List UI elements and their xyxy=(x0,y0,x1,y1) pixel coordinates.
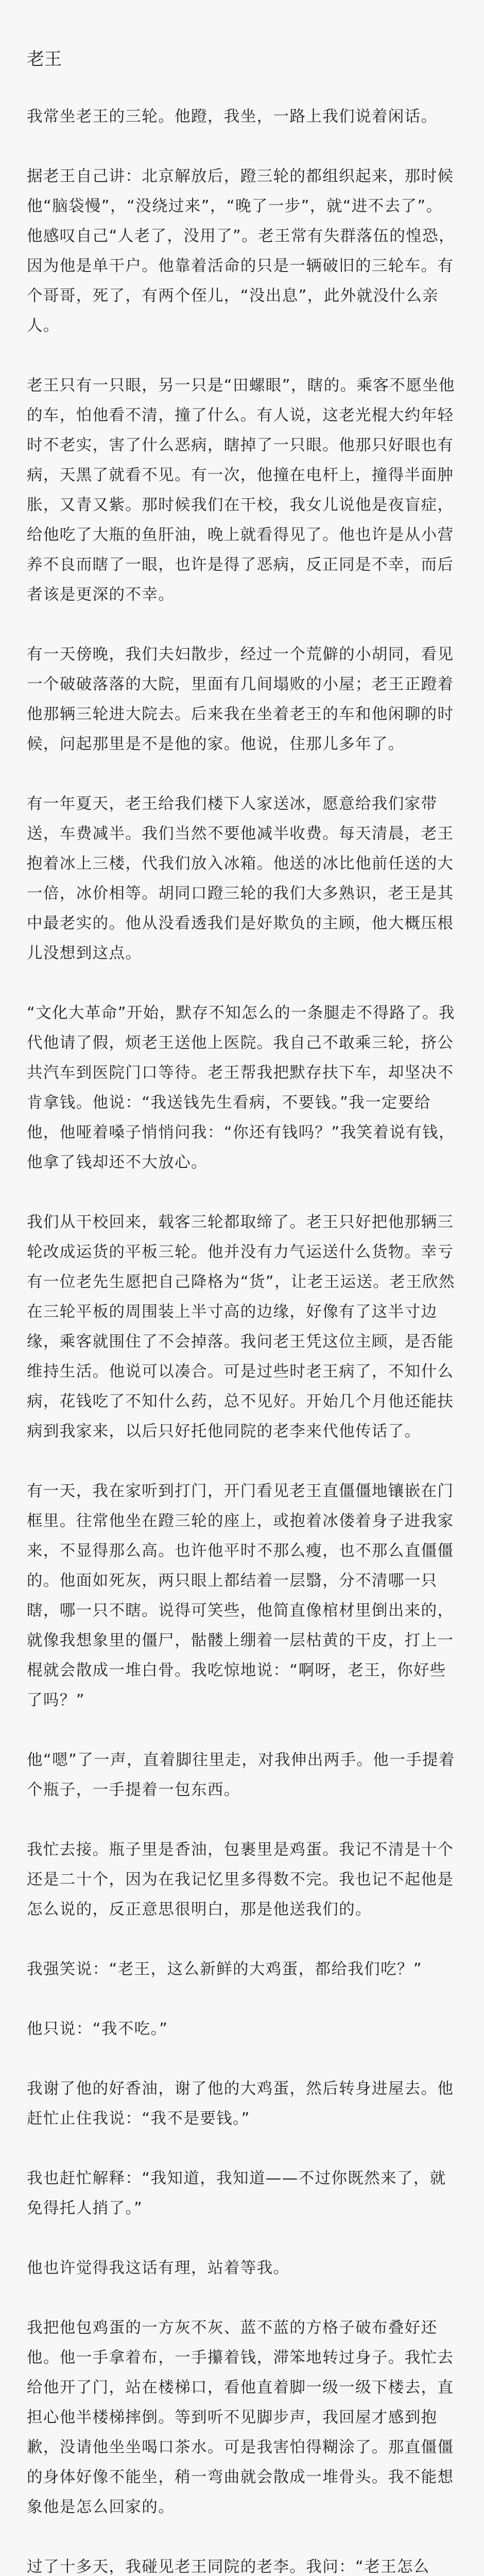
paragraph: 有一天，我在家听到打门，开门看见老王直僵僵地镶嵌在门框里。往常他坐在蹬三轮的座上，或抱着冰偻着身子进我家来，不显得那么高。也许他平时不那么瘦，也不那么直僵僵的。他面如死灰，两只眼上都结着一层翳，分不清哪一只瞎，哪一只不瞎。说得可笑些，他简直像棺材里倒出来的，就像我想象里的僵尸，骷髅上绷着一层枯黄的干皮，打上一棍就会散成一堆白骨。我吃惊地说：“啊呀，老王，你好些了吗？” xyxy=(27,1482,454,1709)
paragraph: 我把他包鸡蛋的一方灰不灰、蓝不蓝的方格子破布叠好还他。他一手拿着布，一手攥着钱，滞笨地转过身子。我忙去给他开了门，站在楼梯口，看他直着脚一级一级下楼去，直担心他半楼梯摔倒。等到听不见脚步声，我回屋才感到抱歉，没请他坐坐喝口茶水。可是我害怕得糊涂了。那直僵僵的身体好像不能坐，稍一弯曲就会散成一堆骨头。我不能想象他是怎么回家的。 xyxy=(27,2318,454,2516)
paragraph: 我也赶忙解释：“我知道，我知道——不过你既然来了，就免得托人捎了。” xyxy=(27,2169,446,2217)
article-body xyxy=(27,102,457,2576)
paragraph: 我谢了他的好香油，谢了他的大鸡蛋，然后转身进屋去。他赶忙止住我说：“我不是要钱。” xyxy=(27,2079,454,2128)
paragraph: 他也许觉得我这话有理，站着等我。 xyxy=(27,2259,290,2277)
article-title: 老王 xyxy=(27,49,62,70)
paragraph: 我们从干校回来，载客三轮都取缔了。老王只好把他那辆三轮改成运货的平板三轮。他并没有力气运送什么货物。幸亏有一位老先生愿把自己降格为“货”，让老王运送。老王欣然在三轮平板的周围装上半寸高的边缘，好像有了这半寸边缘，乘客就围住了不会掉落。我问老王凭这位主顾，是否能维持生活。他说可以凑合。可是过些时老王病了，不知什么病，花钱吃了不知什么药，总不见好。开始几个月他还能扶病到我家来，以后只好托他同院的老李来代他传话了。 xyxy=(27,1213,455,1440)
paragraph: 有一年夏天，老王给我们楼下人家送冰，愿意给我们家带送，车费减半。我们当然不要他减半收费。每天清晨，老王抱着冰上三楼，代我们放入冰箱。他送的冰比他前任送的大一倍，冰价相等。胡同口蹬三轮的我们大多熟识，老王是其中最老实的。他从没看透我们是好欺负的主顾，他大概压根儿没想到这点。 xyxy=(27,794,454,962)
paragraph: 过了十多天，我碰见老王同院的老李。我问：“老王怎么 xyxy=(27,2557,430,2576)
paragraph: “文化大革命”开始，默存不知怎么的一条腿走不得路了。我代他请了假，烦老王送他上医院。我自己不敢乘三轮，挤公共汽车到医院门口等待。老王帮我把默存扶下车，却坚决不肯拿钱。他说：“我送钱先生看病，不要钱。”我一定要给他，他哑着嗓子悄悄问我：“你还有钱吗？”我笑着说有钱，他拿了钱却还不大放心。 xyxy=(27,1004,455,1172)
paragraph: 我常坐老王的三轮。他蹬，我坐，一路上我们说着闲话。 xyxy=(27,107,438,126)
paragraph: 据老王自己讲：北京解放后，蹬三轮的都组织起来，那时候他“脑袋慢”，“没绕过来”，“晚了一步”，就“进不去了”。他感叹自己“人老了，没用了”。老王常有失群落伍的惶恐，因为他是单干户。他靠着活命的只是一辆破旧的三轮车。有个哥哥，死了，有两个侄儿，“没出息”，此外就没什么亲人。 xyxy=(27,167,455,335)
paragraph: 他“嗯”了一声，直着脚往里走，对我伸出两手。他一手提着个瓶子，一手提着一包东西。 xyxy=(27,1751,455,1799)
paragraph: 有一天傍晚，我们夫妇散步，经过一个荒僻的小胡同，看见一个破破落落的大院，里面有几间塌败的小屋；老王正蹬着他那辆三轮进大院去。后来我在坐着老王的车和他闲聊的时候，问起那里是不是他的家。他说，住那儿多年了。 xyxy=(27,645,454,753)
paragraph: 他只说：“我不吃。” xyxy=(27,2020,168,2038)
paragraph: 老王只有一只眼，另一只是“田螺眼”，瞎的。乘客不愿坐他的车，怕他看不清，撞了什么。有人说，这老光棍大约年轻时不老实，害了什么恶病，瞎掉了一只眼。他那只好眼也有病，天黑了就看不见。有一次，他撞在电杆上，撞得半面肿胀，又青又紫。那时候我们在干校，我女儿说他是夜盲症，给他吃了大瓶的鱼肝油，晚上就看得见了。他也许是从小营养不良而瞎了一眼，也许是得了恶病，反正同是不幸，而后者该是更深的不幸。 xyxy=(27,376,455,604)
paragraph: 我忙去接。瓶子里是香油，包裹里是鸡蛋。我记不清是十个还是二十个，因为在我记忆里多得数不完。我也记不起他是怎么说的，反正意思很明白，那是他送我们的。 xyxy=(27,1840,454,1919)
paragraph: 我强笑说：“老王，这么新鲜的大鸡蛋，都给我们吃？” xyxy=(27,1960,423,1978)
